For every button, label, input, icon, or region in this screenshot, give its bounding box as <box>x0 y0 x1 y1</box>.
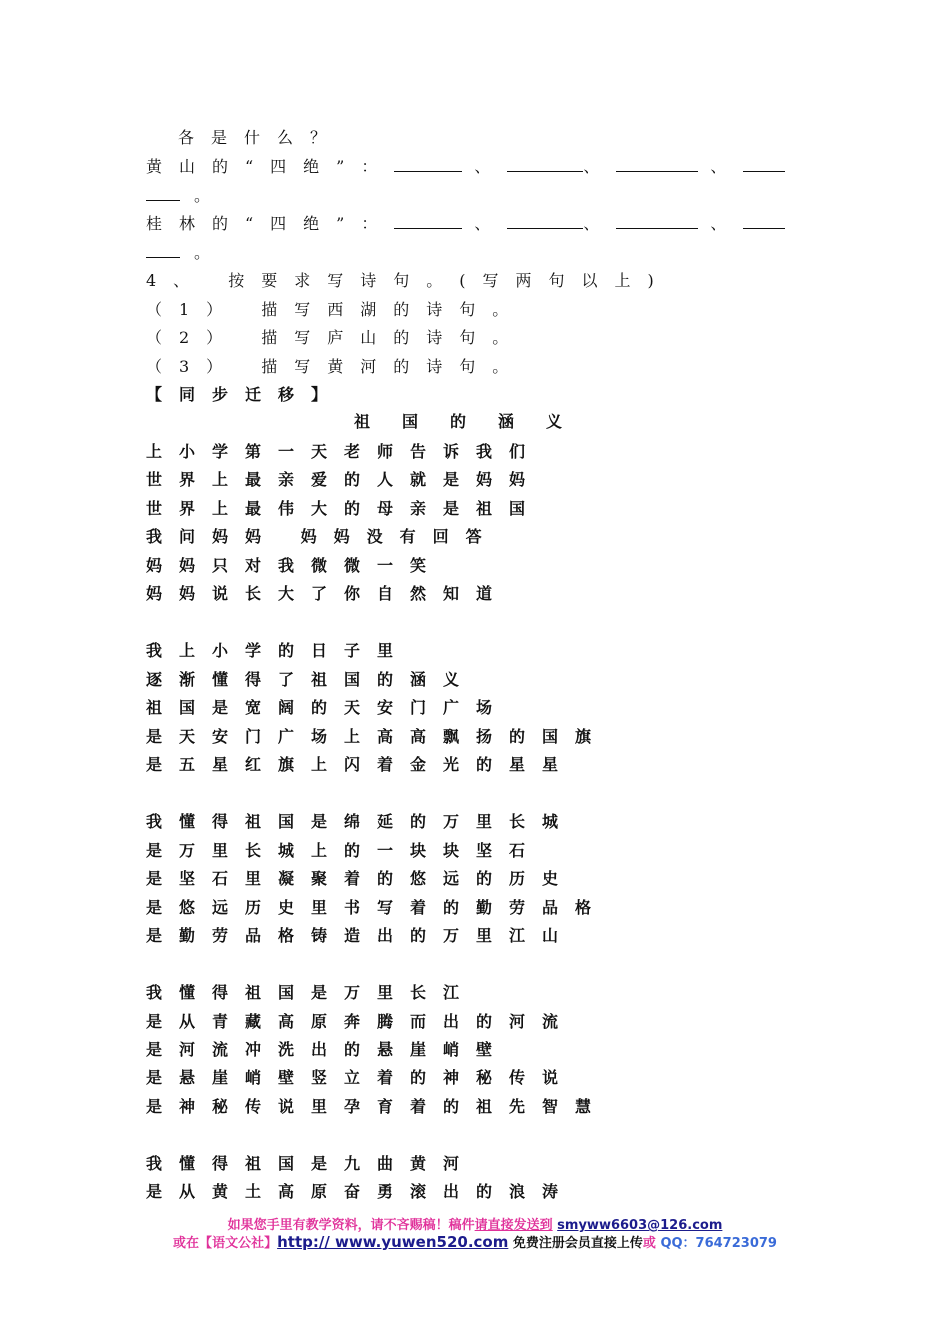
poem-line: 妈妈只对我微微一笑 <box>146 556 444 575</box>
poem-line: 我懂得祖国是万里长江 <box>146 983 477 1002</box>
poem-line: 我问妈妈 妈妈没有回答 <box>146 527 499 546</box>
answer-blank[interactable] <box>616 214 698 229</box>
poem-line: 世界上最伟大的母亲是祖国 <box>146 499 543 518</box>
footer-invite-text: 如果您手里有教学资料，请不吝赐稿！稿件 <box>227 1218 475 1233</box>
poem-title-char: 国 <box>402 412 419 431</box>
huangshan-label: 黄山的“四绝”： <box>146 157 395 176</box>
huangshan-row-cont <box>146 186 227 206</box>
period: 。 <box>194 186 228 205</box>
poem-line: 世界上最亲爱的人就是妈妈 <box>146 470 543 489</box>
separator: 、 <box>710 157 744 176</box>
footer-email-link[interactable]: smyww6603@126.com <box>557 1218 723 1233</box>
question-intro: 各是什么？ <box>178 128 344 147</box>
separator: 、 <box>583 214 617 233</box>
footer-text: 或在【 <box>173 1236 213 1251</box>
answer-blank[interactable] <box>146 243 180 258</box>
footer-text: 免费注册会员直接上传 <box>512 1236 643 1251</box>
answer-blank[interactable] <box>146 186 180 201</box>
poem-line: 祖国是宽阔的天安门广场 <box>146 698 510 717</box>
period: 。 <box>194 243 228 262</box>
poem-title <box>354 412 594 432</box>
huangshan-row <box>146 157 785 177</box>
guilin-label: 桂林的“四绝”： <box>146 214 395 233</box>
poem-line: 是天安门广场上高高飘扬的国旗 <box>146 727 609 746</box>
poem-title-char: 义 <box>546 412 563 431</box>
answer-blank[interactable] <box>743 157 785 172</box>
poem-line: 是从黄土高原奋勇滚出的浪涛 <box>146 1182 576 1201</box>
answer-blank[interactable] <box>507 157 583 172</box>
poem-title-char: 的 <box>450 412 467 431</box>
guilin-row-cont <box>146 243 227 263</box>
poem-line: 是坚石里凝聚着的悠远的历史 <box>146 869 576 888</box>
section-heading: 【同步迁移】 <box>146 385 345 404</box>
guilin-row <box>146 214 785 234</box>
question-4: 4、 按要求写诗句。(写两句以上) <box>146 271 671 290</box>
poem-line: 我懂得祖国是绵延的万里长城 <box>146 812 576 831</box>
separator: 、 <box>583 157 617 176</box>
answer-blank[interactable] <box>616 157 698 172</box>
poem-title-char: 祖 <box>354 412 371 431</box>
footer-send-link[interactable]: 请直接发送到 <box>474 1218 553 1233</box>
poem-line: 是悠远历史里书写着的勤劳品格 <box>146 898 609 917</box>
poem-line: 是万里长城上的一块块坚石 <box>146 841 543 860</box>
q4-item-2: （2） 描写庐山的诗句。 <box>146 328 526 347</box>
footer-site-name: 语文公社 <box>212 1236 265 1251</box>
separator: 、 <box>474 157 508 176</box>
footer-text: 或 <box>642 1236 656 1251</box>
poem-line: 是悬崖峭壁竖立着的神秘传说 <box>146 1068 576 1087</box>
answer-blank[interactable] <box>394 214 462 229</box>
answer-blank[interactable] <box>507 214 583 229</box>
separator: 、 <box>710 214 744 233</box>
poem-line: 是神秘传说里孕育着的祖先智慧 <box>146 1097 609 1116</box>
answer-blank[interactable] <box>743 214 785 229</box>
poem-line: 是勤劳品格铸造出的万里江山 <box>146 926 576 945</box>
poem-line: 我上小学的日子里 <box>146 641 411 660</box>
footer-site-link[interactable]: http:// www.yuwen520.com <box>277 1233 509 1251</box>
poem-line: 是从青藏高原奔腾而出的河流 <box>146 1012 576 1031</box>
footer-line-2 <box>0 1232 950 1251</box>
q4-item-1: （1） 描写西湖的诗句。 <box>146 300 526 319</box>
footer-qq: QQ：764723079 <box>660 1236 777 1251</box>
poem-line: 逐渐懂得了祖国的涵义 <box>146 670 477 689</box>
separator: 、 <box>474 214 508 233</box>
poem-line: 我懂得祖国是九曲黄河 <box>146 1154 477 1173</box>
poem-title-char: 涵 <box>498 412 515 431</box>
poem-line: 是五星红旗上闪着金光的星星 <box>146 755 576 774</box>
poem-line: 上小学第一天老师告诉我们 <box>146 442 543 461</box>
footer-line-1 <box>0 1214 950 1233</box>
poem-line: 妈妈说长大了你自然知道 <box>146 584 510 603</box>
footer-text: 】 <box>264 1236 278 1251</box>
q4-item-3: （3） 描写黄河的诗句。 <box>146 357 526 376</box>
poem-line: 是河流冲洗出的悬崖峭壁 <box>146 1040 510 1059</box>
answer-blank[interactable] <box>394 157 462 172</box>
